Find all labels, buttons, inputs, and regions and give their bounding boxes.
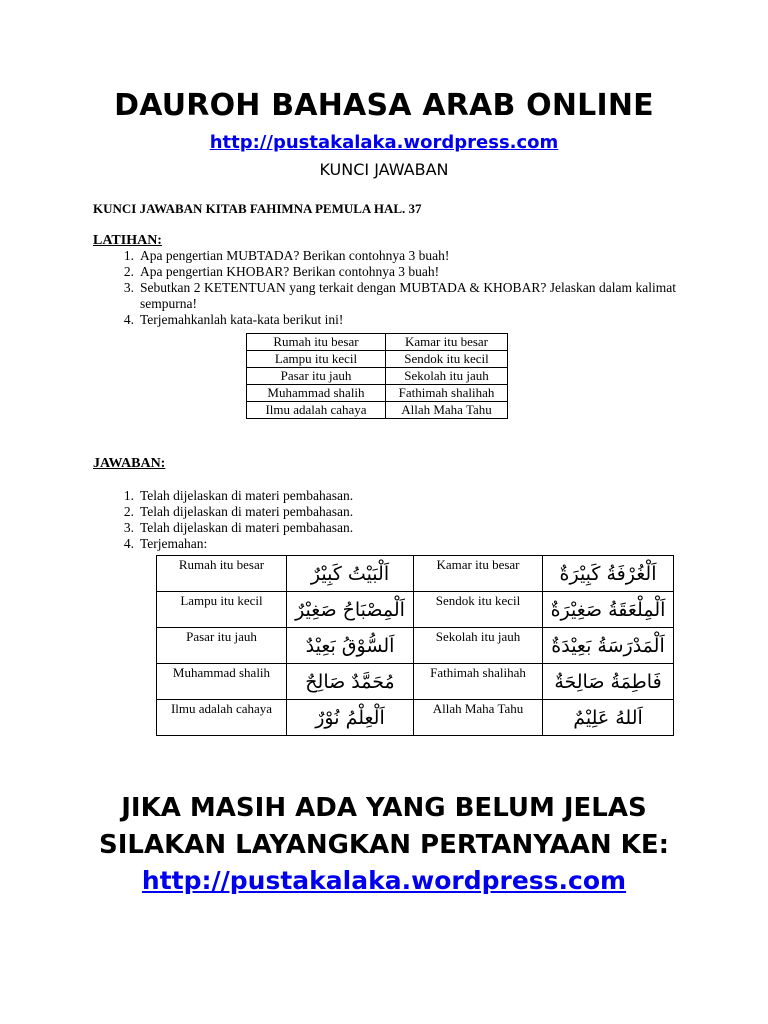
translation-table [156,555,674,736]
arabic-text: اَلْمِصْبَاحُ صَغِيْرٌ [287,592,414,628]
arabic-text: اَللهُ عَلِيْمٌ [543,700,674,736]
list-item [114,520,676,536]
table-row [247,351,508,368]
arabic-text: اَلْمِلْعَقَةُ صَغِيْرَةٌ [543,592,674,628]
answer-text: Telah dijelaskan di materi pembahasan. [140,488,354,503]
answer-text: Telah dijelaskan di materi pembahasan. [140,504,354,519]
indonesian-text: Fathimah shalihah [430,665,526,680]
latihan-label: LATIHAN: [93,233,162,248]
table-row [157,556,674,592]
table-cell: Muhammad shalih [247,385,386,402]
question-list [114,248,676,328]
table-cell [157,592,287,628]
indonesian-text: Ilmu adalah cahaya [170,701,273,716]
answer-text: Terjemahan: [140,536,208,551]
table-cell: Lampu itu kecil [247,351,386,368]
list-item [114,280,676,312]
list-number: 1. [123,248,134,263]
question-text: Sebutkan 2 KETENTUAN yang terkait dengan MUBTADA & KHOBAR? Jelaskan dalam kalimat sempurna! [140,280,676,311]
list-number: 4. [123,536,134,551]
arabic-text: فَاطِمَةُ صَالِحَةٌ [543,664,674,700]
site-link-bottom[interactable]: http://pustakalaka.wordpress.com [141,866,627,895]
table-cell [157,700,287,736]
table-row [157,700,674,736]
table-row [247,368,508,385]
table-cell: Fathimah shalihah [386,385,508,402]
table-row [247,385,508,402]
list-item [114,536,676,552]
indonesian-text: Lampu itu kecil [180,593,263,608]
answer-list [114,488,676,552]
list-item [114,264,676,280]
indonesian-text: Muhammad shalih [172,665,271,680]
arabic-text: اَلْغُرْفَةُ كَبِيْرَةٌ [543,556,674,592]
table-cell: Kamar itu besar [386,334,508,351]
table-row [157,592,674,628]
list-number: 3. [123,520,134,535]
list-item [114,312,676,328]
table-cell: Rumah itu besar [247,334,386,351]
table-cell [157,628,287,664]
indonesian-text: Sekolah itu jauh [435,629,521,644]
table-row [247,334,508,351]
table-row [157,628,674,664]
question-text: Apa pengertian MUBTADA? Berikan contohnya 3 buah! [140,248,450,263]
list-item [114,248,676,264]
indonesian-text: Pasar itu jauh [186,629,257,644]
table-cell: Ilmu adalah cahaya [247,402,386,419]
arabic-text: اَلْمَدْرَسَةُ بَعِيْدَةٌ [543,628,674,664]
table-cell [414,664,543,700]
question-text: Apa pengertian KHOBAR? Berikan contohnya 3 buah! [140,264,440,279]
table-cell [414,700,543,736]
table-cell: Sendok itu kecil [386,351,508,368]
site-link-top[interactable]: http://pustakalaka.wordpress.com [209,132,559,153]
list-number: 1. [123,488,134,503]
table-cell [414,592,543,628]
section-heading: KUNCI JAWABAN KITAB FAHIMNA PEMULA HAL. 37 [93,201,422,216]
list-number: 4. [123,312,134,327]
indonesian-text: Allah Maha Tahu [432,701,524,716]
arabic-text: اَلْبَيْتُ كَبِيْرٌ [287,556,414,592]
table-row [247,402,508,419]
indonesian-text: Rumah itu besar [178,557,265,572]
table-cell [414,628,543,664]
indonesian-text: Sendok itu kecil [435,593,521,608]
page-subtitle: KUNCI JAWABAN [319,160,449,179]
page-title: DAUROH BAHASA ARAB ONLINE [114,88,654,123]
closing-line-1: JIKA MASIH ADA YANG BELUM JELAS [121,793,647,823]
list-number: 2. [123,504,134,519]
jawaban-label: JAWABAN: [93,456,166,471]
answer-text: Telah dijelaskan di materi pembahasan. [140,520,354,535]
table-cell [414,556,543,592]
list-item [114,488,676,504]
question-text: Terjemahkanlah kata-kata berikut ini! [140,312,344,327]
table-cell: Allah Maha Tahu [386,402,508,419]
arabic-text: اَلسُّوْقُ بَعِيْدٌ [287,628,414,664]
arabic-text: مُحَمَّدٌ صَالِحٌ [287,664,414,700]
list-item [114,504,676,520]
table-cell: Sekolah itu jauh [386,368,508,385]
table-cell [157,664,287,700]
closing-line-2: SILAKAN LAYANGKAN PERTANYAAN KE: [99,830,669,860]
arabic-text: اَلْعِلْمُ نُوْرٌ [287,700,414,736]
table-cell [157,556,287,592]
list-number: 2. [123,264,134,279]
list-number: 3. [123,280,134,295]
indonesian-text: Kamar itu besar [436,557,520,572]
table-cell: Pasar itu jauh [247,368,386,385]
vocab-table [246,333,508,419]
table-row [157,664,674,700]
